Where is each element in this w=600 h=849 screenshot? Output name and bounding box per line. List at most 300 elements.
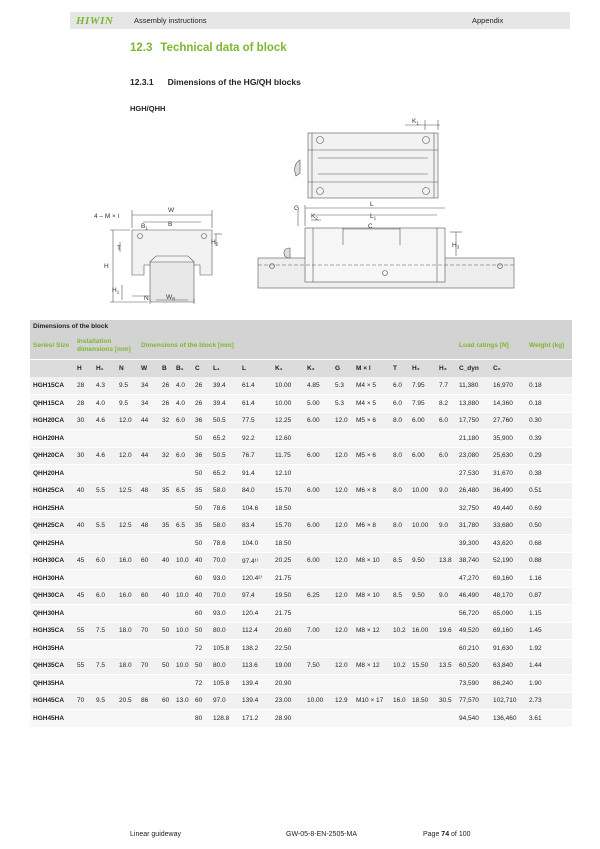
value-cell: 6.00 (304, 412, 332, 430)
table-row (30, 535, 572, 553)
model-cell: QHH30CA (30, 587, 74, 605)
table-row (30, 692, 572, 710)
value-cell: 171.2 (239, 710, 272, 728)
value-cell: 31,780 (456, 517, 490, 535)
value-cell: 94,540 (456, 710, 490, 728)
value-cell: 12.25 (272, 412, 304, 430)
table-row (30, 500, 572, 518)
value-cell: 6.0 (93, 552, 116, 570)
value-cell: 20.90 (272, 675, 304, 693)
value-cell (332, 710, 353, 728)
column-header: L (239, 359, 272, 377)
table-row (30, 675, 572, 693)
value-cell (173, 465, 192, 483)
value-cell: 15.50 (409, 657, 436, 675)
value-cell: 10.2 (390, 622, 409, 640)
value-cell: 20.25 (272, 552, 304, 570)
value-cell (116, 675, 138, 693)
value-cell: M6 × 8 (353, 517, 390, 535)
value-cell: 80.0 (210, 622, 239, 640)
value-cell: 44 (138, 412, 159, 430)
value-cell: 0.69 (526, 500, 572, 518)
value-cell: 31,670 (490, 465, 526, 483)
value-cell: 5.3 (332, 395, 353, 413)
value-cell (138, 430, 159, 448)
table-symbol-header (30, 359, 572, 377)
value-cell: 10.0 (173, 587, 192, 605)
value-cell: M6 × 8 (353, 482, 390, 500)
value-cell: 25,630 (490, 447, 526, 465)
value-cell: 35 (159, 517, 173, 535)
value-cell: 136,460 (490, 710, 526, 728)
value-cell: 30 (74, 447, 93, 465)
value-cell: 9.0 (436, 587, 456, 605)
value-cell: 70.0 (210, 587, 239, 605)
footer-doc-number: GW-05-8-EN-2505-MA (286, 831, 358, 838)
model-cell: HGH35HA (30, 640, 74, 658)
value-cell: 77.5 (239, 412, 272, 430)
value-cell (436, 535, 456, 553)
top-view (295, 120, 440, 198)
value-cell: 16.00 (409, 622, 436, 640)
value-cell: 6.5 (173, 482, 192, 500)
value-cell: 28 (74, 377, 93, 395)
value-cell (138, 535, 159, 553)
value-cell (173, 535, 192, 553)
value-cell: 65,090 (490, 605, 526, 623)
value-cell: 76.7 (239, 447, 272, 465)
table-body (30, 377, 572, 727)
group-weight: Weight (kg) (526, 333, 572, 359)
value-cell (304, 640, 332, 658)
model-cell: HGH15CA (30, 377, 74, 395)
value-cell: 70 (138, 622, 159, 640)
value-cell: 12.0 (332, 622, 353, 640)
value-cell: 35 (159, 482, 173, 500)
value-cell: 12.0 (332, 552, 353, 570)
value-cell: 7.5 (93, 622, 116, 640)
value-cell (390, 465, 409, 483)
model-cell: HGH30CA (30, 552, 74, 570)
label-c: C (368, 223, 373, 230)
value-cell: 0.30 (526, 412, 572, 430)
front-view (110, 210, 222, 304)
value-cell: 2.73 (526, 692, 572, 710)
value-cell (409, 605, 436, 623)
value-cell: 40 (192, 552, 210, 570)
table-row (30, 430, 572, 448)
value-cell: 138.2 (239, 640, 272, 658)
value-cell (353, 430, 390, 448)
value-cell: 32 (159, 412, 173, 430)
value-cell: 16.0 (116, 552, 138, 570)
value-cell (159, 675, 173, 693)
value-cell: 6.0 (390, 395, 409, 413)
value-cell (409, 675, 436, 693)
value-cell: 12.0 (332, 412, 353, 430)
value-cell: 18.50 (409, 692, 436, 710)
value-cell: 47,270 (456, 570, 490, 588)
value-cell: 83.4 (239, 517, 272, 535)
value-cell: 9.5 (93, 692, 116, 710)
value-cell (390, 710, 409, 728)
value-cell: 26 (159, 377, 173, 395)
column-header (30, 359, 74, 377)
value-cell: 91.4 (239, 465, 272, 483)
value-cell: 10.00 (304, 692, 332, 710)
value-cell: 0.18 (526, 395, 572, 413)
value-cell (304, 710, 332, 728)
value-cell: 6.00 (409, 447, 436, 465)
value-cell (409, 640, 436, 658)
column-header: C (192, 359, 210, 377)
value-cell: 21,180 (456, 430, 490, 448)
value-cell: 50 (159, 622, 173, 640)
value-cell: 0.38 (526, 465, 572, 483)
value-cell (138, 640, 159, 658)
value-cell (390, 430, 409, 448)
value-cell (93, 640, 116, 658)
value-cell: 70.0 (210, 552, 239, 570)
value-cell: 65.2 (210, 465, 239, 483)
value-cell: 9.0 (436, 482, 456, 500)
value-cell: 10.00 (409, 482, 436, 500)
hiwin-logo: HIWIN (76, 14, 114, 27)
value-cell (159, 465, 173, 483)
side-view (258, 205, 514, 288)
value-cell: 20.5 (116, 692, 138, 710)
model-cell: QHH30HA (30, 605, 74, 623)
value-cell: 56,720 (456, 605, 490, 623)
value-cell: 36 (192, 412, 210, 430)
value-cell: 40 (192, 587, 210, 605)
value-cell: 113.6 (239, 657, 272, 675)
value-cell: 20.60 (272, 622, 304, 640)
value-cell: 50 (192, 622, 210, 640)
value-cell: 38,740 (456, 552, 490, 570)
value-cell: 86 (138, 692, 159, 710)
value-cell: 55 (74, 622, 93, 640)
value-cell: 58.0 (210, 517, 239, 535)
value-cell: 48 (138, 517, 159, 535)
value-cell (436, 500, 456, 518)
value-cell: 60 (138, 552, 159, 570)
value-cell: 10.00 (409, 517, 436, 535)
value-cell: 97.4 (239, 587, 272, 605)
value-cell: 50 (159, 657, 173, 675)
value-cell: 55 (74, 657, 93, 675)
value-cell (138, 605, 159, 623)
group-series: Series/ Size (30, 333, 74, 359)
value-cell: 50.5 (210, 447, 239, 465)
value-cell (173, 570, 192, 588)
value-cell: 19.6 (436, 622, 456, 640)
value-cell: 8.5 (390, 552, 409, 570)
value-cell: 17,750 (456, 412, 490, 430)
value-cell (74, 605, 93, 623)
value-cell: 12.0 (332, 447, 353, 465)
value-cell: 61.4 (239, 377, 272, 395)
value-cell: 6.0 (173, 447, 192, 465)
value-cell (304, 605, 332, 623)
value-cell: 10.00 (272, 377, 304, 395)
value-cell: 60 (192, 570, 210, 588)
value-cell: 8.0 (390, 412, 409, 430)
value-cell: 46,490 (456, 587, 490, 605)
table-row (30, 412, 572, 430)
value-cell: 40 (159, 587, 173, 605)
value-cell (74, 500, 93, 518)
value-cell (138, 675, 159, 693)
value-cell (74, 675, 93, 693)
value-cell: M8 × 10 (353, 587, 390, 605)
group-block-dims: Dimensions of the block [mm] (138, 333, 456, 359)
value-cell: M5 × 6 (353, 447, 390, 465)
column-header: H₁ (93, 359, 116, 377)
model-cell: QHH35CA (30, 657, 74, 675)
value-cell (390, 500, 409, 518)
value-cell: 78.6 (210, 535, 239, 553)
dimensions-table (30, 320, 572, 728)
value-cell (93, 500, 116, 518)
value-cell: 21.75 (272, 605, 304, 623)
value-cell (138, 710, 159, 728)
column-header: C_dyn (456, 359, 490, 377)
value-cell: 52,190 (490, 552, 526, 570)
value-cell (332, 640, 353, 658)
value-cell: 10.0 (173, 657, 192, 675)
value-cell: 26 (159, 395, 173, 413)
value-cell: 70 (138, 657, 159, 675)
value-cell: 9.50 (409, 552, 436, 570)
value-cell: 34 (138, 395, 159, 413)
value-cell (159, 605, 173, 623)
value-cell (93, 605, 116, 623)
value-cell: 104.0 (239, 535, 272, 553)
value-cell (304, 535, 332, 553)
value-cell: 6.25 (304, 587, 332, 605)
value-cell (116, 465, 138, 483)
value-cell: 70 (74, 692, 93, 710)
value-cell: 28.90 (272, 710, 304, 728)
value-cell: 43,620 (490, 535, 526, 553)
value-cell (173, 605, 192, 623)
table-row (30, 447, 572, 465)
value-cell (332, 500, 353, 518)
label-mxl: 4 – M × l (94, 213, 120, 220)
value-cell (353, 675, 390, 693)
value-cell: 32 (159, 447, 173, 465)
value-cell: 5.00 (304, 395, 332, 413)
value-cell: 23,080 (456, 447, 490, 465)
value-cell: 6.0 (93, 587, 116, 605)
value-cell (436, 640, 456, 658)
label-h: H (104, 263, 109, 270)
label-b1: $B_1$ (141, 223, 148, 231)
value-cell: 1.15 (526, 605, 572, 623)
value-cell: 112.4 (239, 622, 272, 640)
model-cell: HGH45CA (30, 692, 74, 710)
value-cell (353, 640, 390, 658)
model-cell: QHH15CA (30, 395, 74, 413)
value-cell: 35,900 (490, 430, 526, 448)
value-cell: 1.16 (526, 570, 572, 588)
value-cell: 0.68 (526, 535, 572, 553)
value-cell (390, 605, 409, 623)
value-cell: M4 × 5 (353, 377, 390, 395)
value-cell: 8.0 (390, 517, 409, 535)
column-header: N (116, 359, 138, 377)
value-cell: 12.10 (272, 465, 304, 483)
value-cell (159, 535, 173, 553)
table-row (30, 605, 572, 623)
value-cell: 128.8 (210, 710, 239, 728)
group-installation: Installation dimensions [mm] (74, 333, 138, 359)
footer-page (423, 831, 471, 838)
column-header: G (332, 359, 353, 377)
value-cell (436, 710, 456, 728)
value-cell: 50 (192, 465, 210, 483)
value-cell: 8.0 (390, 482, 409, 500)
value-cell: 92.2 (239, 430, 272, 448)
value-cell (390, 535, 409, 553)
value-cell: 22.50 (272, 640, 304, 658)
value-cell: 9.50 (409, 587, 436, 605)
label-b: B (168, 221, 173, 228)
value-cell: 69,160 (490, 622, 526, 640)
value-cell: 7.00 (304, 622, 332, 640)
value-cell: 10.0 (173, 552, 192, 570)
model-cell: QHH20CA (30, 447, 74, 465)
value-cell: 104.6 (239, 500, 272, 518)
value-cell (173, 675, 192, 693)
value-cell: 7.95 (409, 377, 436, 395)
value-cell (159, 500, 173, 518)
footer-page-suffix: of 100 (449, 831, 471, 838)
column-header: H₂ (409, 359, 436, 377)
value-cell: 105.8 (210, 675, 239, 693)
value-cell: 13.5 (436, 657, 456, 675)
column-header: H₃ (436, 359, 456, 377)
value-cell: 12.5 (116, 517, 138, 535)
value-cell: 32,750 (456, 500, 490, 518)
value-cell: 49,520 (456, 622, 490, 640)
value-cell (436, 675, 456, 693)
value-cell: 9.0 (436, 517, 456, 535)
value-cell: M8 × 12 (353, 657, 390, 675)
value-cell: 18.0 (116, 657, 138, 675)
column-header: W (138, 359, 159, 377)
value-cell: 6.00 (304, 552, 332, 570)
value-cell: 120.4 (239, 605, 272, 623)
value-cell: 60 (192, 692, 210, 710)
value-cell: 7.5 (93, 657, 116, 675)
column-header (526, 359, 572, 377)
value-cell (436, 430, 456, 448)
value-cell: 4.6 (93, 447, 116, 465)
value-cell: 105.8 (210, 640, 239, 658)
value-cell: 139.4 (239, 692, 272, 710)
label-l: L (370, 201, 374, 208)
value-cell: 50 (192, 535, 210, 553)
value-cell (332, 675, 353, 693)
value-cell: 8.5 (390, 587, 409, 605)
value-cell: 0.18 (526, 377, 572, 395)
value-cell: 21.75 (272, 570, 304, 588)
value-cell (173, 500, 192, 518)
value-cell (74, 640, 93, 658)
value-cell (409, 570, 436, 588)
model-cell: QHH20HA (30, 465, 74, 483)
value-cell: 12.5 (116, 482, 138, 500)
header-section: Appendix (472, 16, 504, 25)
value-cell (409, 465, 436, 483)
value-cell: 7.95 (409, 395, 436, 413)
table-row (30, 377, 572, 395)
value-cell: 0.88 (526, 552, 572, 570)
value-cell (173, 710, 192, 728)
value-cell: 6.00 (304, 482, 332, 500)
value-cell (304, 500, 332, 518)
label-k1: $K_1$ (412, 118, 419, 126)
value-cell: 11.75 (272, 447, 304, 465)
value-cell (409, 430, 436, 448)
value-cell: 12.0 (116, 447, 138, 465)
value-cell: 39.4 (210, 395, 239, 413)
value-cell: 4.85 (304, 377, 332, 395)
value-cell: 18.0 (116, 622, 138, 640)
table-row (30, 482, 572, 500)
table-group-header (30, 333, 572, 359)
value-cell: 0.87 (526, 587, 572, 605)
model-cell: HGH20HA (30, 430, 74, 448)
value-cell: 10.00 (272, 395, 304, 413)
value-cell: 12.9 (332, 692, 353, 710)
value-cell (353, 465, 390, 483)
value-cell: 49,440 (490, 500, 526, 518)
value-cell: 8.2 (436, 395, 456, 413)
value-cell: 36,490 (490, 482, 526, 500)
value-cell: 73,590 (456, 675, 490, 693)
value-cell: 35 (192, 517, 210, 535)
value-cell (116, 500, 138, 518)
value-cell (436, 570, 456, 588)
model-cell: HGH35CA (30, 622, 74, 640)
value-cell (332, 570, 353, 588)
value-cell: 19.00 (272, 657, 304, 675)
value-cell (93, 535, 116, 553)
column-header: C₀ (490, 359, 526, 377)
value-cell (116, 640, 138, 658)
value-cell: 13.8 (436, 552, 456, 570)
value-cell: 50 (192, 430, 210, 448)
label-g: G (294, 205, 300, 212)
label-h3: $H_3$ (452, 242, 460, 250)
column-header: M × l (353, 359, 390, 377)
value-cell: 26,480 (456, 482, 490, 500)
value-cell: 6.0 (436, 447, 456, 465)
value-cell: 65.2 (210, 430, 239, 448)
value-cell (173, 430, 192, 448)
value-cell: 4.0 (173, 377, 192, 395)
value-cell: 28 (74, 395, 93, 413)
value-cell: 97.4¹⁾ (239, 552, 272, 570)
block-type-label: HGH/QHH (130, 104, 166, 113)
label-n: N (144, 295, 149, 302)
value-cell (353, 500, 390, 518)
value-cell (93, 465, 116, 483)
value-cell (332, 465, 353, 483)
